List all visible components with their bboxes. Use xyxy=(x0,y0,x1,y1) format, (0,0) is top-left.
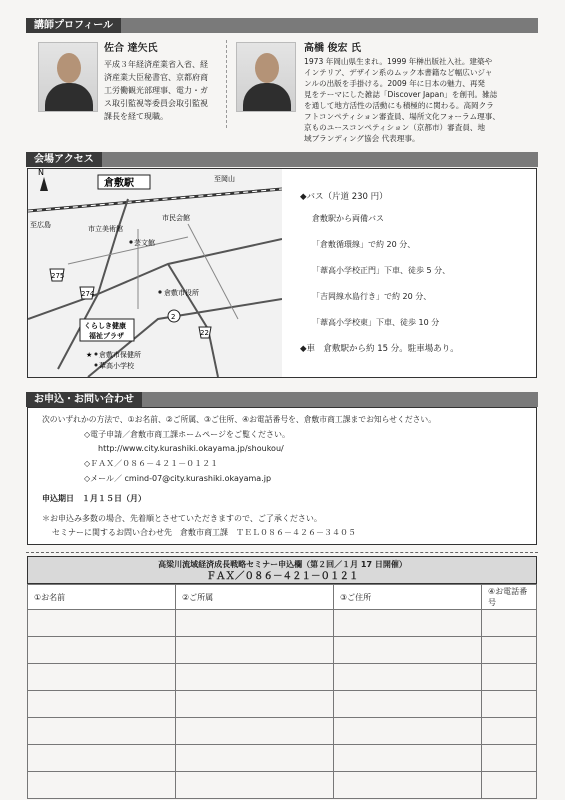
contact-intro: 次のいずれかの方法で、①お名前、②ご所属、③ご住所、④お電話番号を、倉敷市商工課までお知らせください。 xyxy=(42,415,437,424)
address-cell[interactable] xyxy=(334,691,482,718)
col-name-header: ①お名前 xyxy=(28,585,176,610)
deadline-text: 申込期日 １月１５日（月） xyxy=(42,494,146,503)
contact-inquiry: セミナーに関するお問い合わせ先 倉敷市商工課 ＴＥＬ０８６－４２６－３４０５ xyxy=(52,528,356,537)
station-label: 倉敷駅 xyxy=(104,178,134,189)
venue-label-line1: くらしき健康 xyxy=(84,322,126,330)
venue-star-icon: ★ xyxy=(86,351,93,359)
table-row xyxy=(28,610,537,637)
phone-cell[interactable] xyxy=(482,745,537,772)
col-address-header: ③ご住所 xyxy=(334,585,482,610)
contact-note: ＊お申込み多数の場合、先着順とさせていただきますので、ご了承ください。 xyxy=(42,514,322,523)
speaker2-bio: 1973 年岡山県生まれ。1999 年榊出版社入社。建築や インテリア、デザイン系のムック本書籍など幅広いジャ ンルの出版を手掛ける。2009 年に日本の魅力、再発 見をテーマにした雑誌「Discover Japan」を創刊。雑誌 を通して地方活性の活動にも積極的に関わる。高岡クラ フトコンペティション審査員、場所文化フォーラム理事、 京ものユースコンペティション（京都市）審査員、地 域ブランディング協会 代表理事。 xyxy=(304,57,500,143)
col-phone-header: ④お電話番号 xyxy=(482,585,537,610)
museum-label: 市立美術館 xyxy=(88,225,123,233)
kaikan-label: 市民会館 xyxy=(162,214,190,222)
north-label: N xyxy=(38,169,44,177)
access-map xyxy=(28,169,282,377)
speaker1-photo xyxy=(38,42,98,112)
phone-cell[interactable] xyxy=(482,772,537,799)
venue-label-line2: 福祉プラザ xyxy=(89,332,124,340)
contact-section-title: お申込・お問い合わせ xyxy=(26,392,142,407)
address-cell[interactable] xyxy=(334,610,482,637)
address-cell[interactable] xyxy=(334,772,482,799)
table-row xyxy=(28,772,537,799)
access-bar xyxy=(26,152,538,167)
table-header-row xyxy=(28,585,537,610)
name-cell[interactable] xyxy=(28,718,176,745)
phone-cell[interactable] xyxy=(482,664,537,691)
speaker1-name: 佐合 達矢氏 xyxy=(104,43,158,54)
table-row xyxy=(28,664,537,691)
contact-url-link[interactable]: http://www.city.kurashiki.okayama.jp/shoukou/ xyxy=(98,444,284,453)
speaker2-name: 高橋 俊宏 氏 xyxy=(304,43,361,54)
address-cell[interactable] xyxy=(334,637,482,664)
affiliation-cell[interactable] xyxy=(176,691,334,718)
application-table xyxy=(27,584,537,799)
table-row xyxy=(28,637,537,664)
speaker2-photo xyxy=(236,42,296,112)
name-cell[interactable] xyxy=(28,691,176,718)
school-label: 葦高小学校 xyxy=(99,362,134,370)
route-275-label: 275 xyxy=(51,272,65,280)
phone-cell[interactable] xyxy=(482,610,537,637)
phone-cell[interactable] xyxy=(482,718,537,745)
address-cell[interactable] xyxy=(334,664,482,691)
form-fax: ＦＡＸ／０８６－４２１－０１２１ xyxy=(206,571,359,582)
name-cell[interactable] xyxy=(28,772,176,799)
address-cell[interactable] xyxy=(334,745,482,772)
table-row xyxy=(28,691,537,718)
col-affiliation-header: ②ご所属 xyxy=(176,585,334,610)
access-section-title: 会場アクセス xyxy=(26,152,102,167)
phone-cell[interactable] xyxy=(482,691,537,718)
affiliation-cell[interactable] xyxy=(176,718,334,745)
affiliation-cell[interactable] xyxy=(176,637,334,664)
affiliation-cell[interactable] xyxy=(176,745,334,772)
to-okayama-label: 至岡山 xyxy=(214,175,235,183)
city-hall-label: 倉敷市役所 xyxy=(164,289,199,297)
contact-fax: ◇ＦＡＸ／０８６－４２１－０１２１ xyxy=(84,459,219,468)
affiliation-cell[interactable] xyxy=(176,664,334,691)
phone-cell[interactable] xyxy=(482,637,537,664)
hokenjo-label: 倉敷市保健所 xyxy=(99,351,141,359)
profile-section-title: 講師プロフィール xyxy=(26,18,121,33)
affiliation-cell[interactable] xyxy=(176,772,334,799)
geibunkan-label: 芸文館 xyxy=(134,239,155,247)
name-cell[interactable] xyxy=(28,664,176,691)
address-cell[interactable] xyxy=(334,718,482,745)
name-cell[interactable] xyxy=(28,610,176,637)
name-cell[interactable] xyxy=(28,745,176,772)
to-hiroshima-label: 至広島 xyxy=(30,221,51,229)
route-274-label: 274 xyxy=(81,290,95,298)
affiliation-cell[interactable] xyxy=(176,610,334,637)
profile-divider xyxy=(226,40,227,128)
contact-web: ◇電子申請／倉敷市商工課ホームページをご覧ください。 xyxy=(84,430,290,439)
form-title: 高梁川流域経済成長戦略セミナー申込欄（第２回／１月 17 日開催） xyxy=(158,560,407,569)
contact-email-link[interactable]: ◇メール／ cmind-07@city.kurashiki.okayama.jp xyxy=(84,474,272,483)
table-row xyxy=(28,745,537,772)
table-row xyxy=(28,718,537,745)
access-directions: ◆バス（片道 230 円） 倉敷駅から両備バス 「倉敷循環線」で約 20 分、 「葦高小学校正門」下車、徒歩 5 分、 「吉岡線水島行き」で約 20 分、 「葦高小学校東」下車、徒歩 10 分 ◆車 倉敷駅から約 15 分。駐車場あり。 xyxy=(300,192,459,354)
speaker1-bio: 平成３年経済産業省入省、経 済産業大臣秘書官、京都府商 工労働観光部理事、電力・ガ ス取引監視等委員会取引監視 課長を経て現職。 xyxy=(104,60,208,121)
form-dashed-line xyxy=(26,552,538,553)
route-2-label: 2 xyxy=(171,313,176,321)
name-cell[interactable] xyxy=(28,637,176,664)
route-22-label: 22 xyxy=(200,329,209,337)
